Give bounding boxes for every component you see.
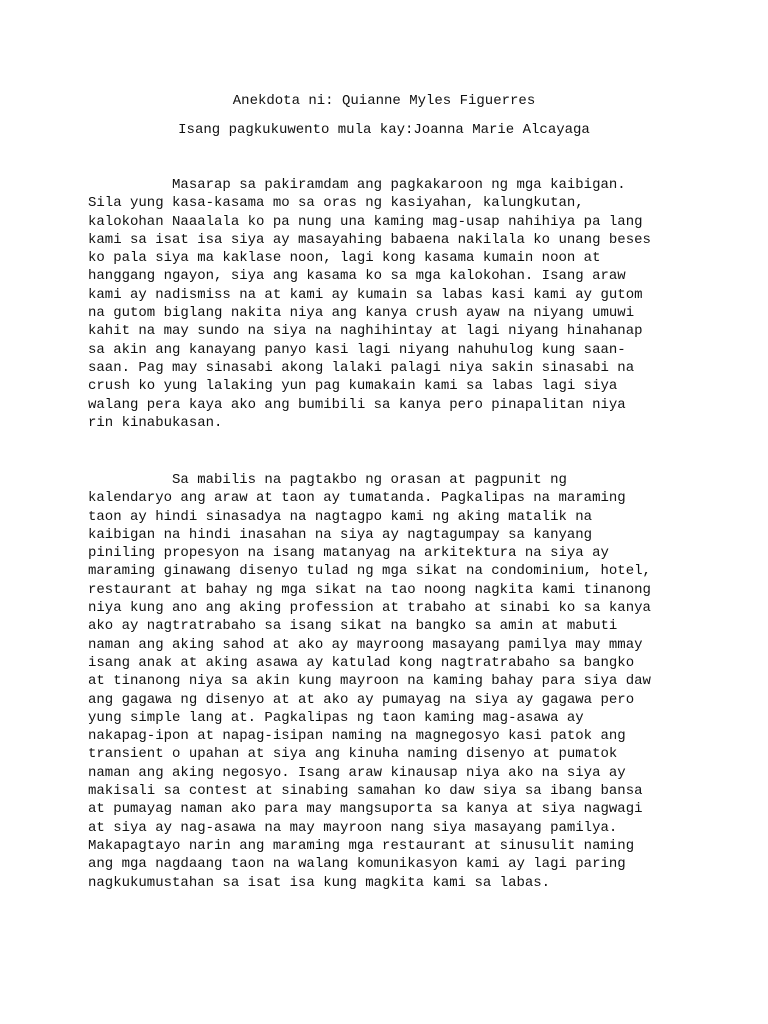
text-line: Masarap sa pakiramdam ang pagkakaroon ng mga kaibigan. — [88, 177, 626, 193]
text-line: kami sa isat isa siya ay masayahing babaena nakilala ko unang beses — [88, 231, 651, 248]
paragraph-1 — [88, 176, 728, 432]
text-line: rin kinabukasan. — [88, 414, 223, 431]
paragraph-2 — [88, 471, 728, 892]
text-line: saan. Pag may sinasabi akong lalaki palagi niya sakin sinasabi na — [88, 359, 635, 376]
text-line: Sila yung kasa-kasama mo sa oras ng kasiyahan, kalungkutan, — [88, 195, 584, 212]
text-line: kami ay nadismiss na at kami ay kumain sa labas kasi kami ay gutom — [88, 286, 643, 303]
text-line: crush ko yung lalaking yun pag kumakain kami sa labas lagi siya — [88, 378, 618, 395]
text-line: na gutom biglang nakita niya ang kanya crush ayaw na niyang umuwi — [88, 305, 635, 322]
text-line: at pumayag naman ako para may mangsuporta sa kanya at siya nagwagi — [88, 801, 643, 818]
text-line: transient o upahan at siya ang kinuha naming disenyo at pumatok — [88, 746, 618, 763]
text-line: piniling propesyon na isang matanyag na arkitektura na siya ay — [88, 545, 609, 562]
text-line: kahit na may sundo na siya na naghihintay at lagi niyang hinahanap — [88, 323, 643, 340]
text-line: kaibigan na hindi inasahan na siya ay nagtagumpay sa kanyang — [88, 526, 593, 543]
text-line: kalendaryo ang araw at taon ay tumatanda. Pagkalipas na maraming — [88, 490, 626, 507]
text-line: ang mga nagdaang taon na walang komunikasyon kami ay lagi paring — [88, 856, 626, 873]
text-line: ko pala siya ma kaklase noon, lagi kong kasama kumain noon at — [88, 250, 601, 267]
text-line: yung simple lang at. Pagkalipas ng taon kaming mag-asawa ay — [88, 709, 584, 726]
text-line: at siya ay nag-asawa na may mayroon nang siya masayang pamilya. — [88, 819, 618, 836]
text-line: walang pera kaya ako ang bumibili sa kanya pero pinapalitan niya — [88, 396, 626, 413]
narrator-line: Isang pagkukuwento mula kay:Joanna Marie Alcayaga — [178, 122, 590, 138]
text-line: naman ang aking sahod at ako ay mayroong masayang pamilya may mmay — [88, 636, 643, 653]
text-line: makisali sa contest at sinabing samahan ko daw siya sa ibang bansa — [88, 783, 643, 800]
text-line: taon ay hindi sinasadya na nagtagpo kami ng aking matalik na — [88, 508, 593, 525]
text-line: restaurant at bahay ng mga sikat na tao noong nagkita kami tinanong — [88, 581, 651, 598]
text-line: niya kung ano ang aking profession at trabaho at sinabi ko sa kanya — [88, 600, 651, 617]
text-line: ako ay nagtratrabaho sa isang sikat na bangko sa amin at mabuti — [88, 618, 618, 635]
text-line: hanggang ngayon, siya ang kasama ko sa mga kalokohan. Isang araw — [88, 268, 626, 285]
text-line: sa akin ang kanayang panyo kasi lagi niyang nahuhulog kung saan- — [88, 341, 626, 358]
text-line: nakapag-ipon at napag-isipan naming na magnegosyo kasi patok ang — [88, 728, 626, 745]
text-line: Makapagtayo narin ang maraming mga restaurant at sinusulit naming — [88, 837, 635, 854]
author-line: Anekdota ni: Quianne Myles Figuerres — [232, 93, 536, 109]
text-line: maraming ginawang disenyo tulad ng mga sikat na condominium, hotel, — [88, 563, 651, 580]
text-line: naman ang aking negosyo. Isang araw kinausap niya ako na siya ay — [88, 764, 626, 781]
text-line: nagkukumustahan sa isat isa kung magkita kami sa labas. — [88, 874, 551, 891]
text-line: isang anak at aking asawa ay katulad kong nagtratrabaho sa bangko — [88, 654, 635, 671]
text-line: kalokohan Naaalala ko pa nung una kaming mag-usap nahihiya pa lang — [88, 213, 643, 230]
text-line: at tinanong niya sa akin kung mayroon na kaming bahay para siya daw — [88, 673, 651, 690]
text-line: ang gagawa ng disenyo at at ako ay pumayag na siya ay gagawa pero — [88, 691, 635, 708]
text-line: Sa mabilis na pagtakbo ng orasan at pagpunit ng — [88, 472, 567, 488]
